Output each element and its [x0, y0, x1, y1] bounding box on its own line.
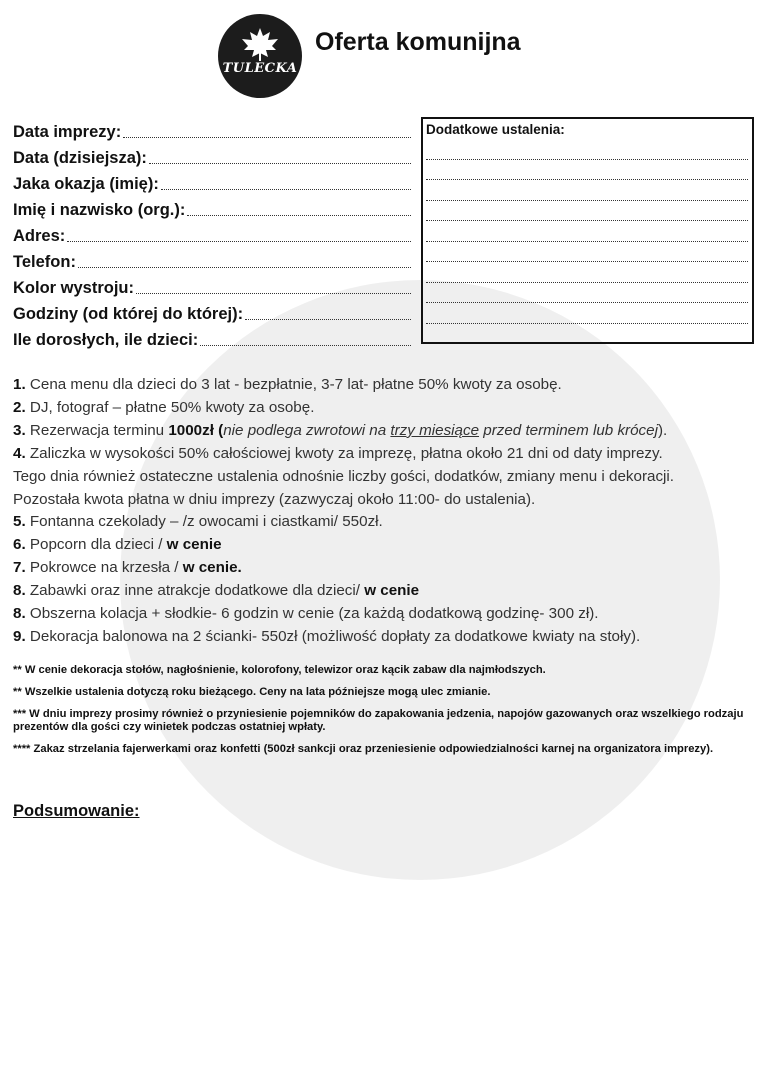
- logo-wordmark: TULECKA: [222, 61, 298, 76]
- list-item: [13, 374, 758, 397]
- item-number: 6.: [13, 536, 26, 554]
- field-label: Data imprezy:: [13, 123, 122, 141]
- summary-heading: Podsumowanie:: [13, 802, 140, 820]
- item-text: ).: [657, 421, 668, 439]
- fill-line[interactable]: [426, 221, 748, 242]
- item-note-underlined: trzy miesiące: [390, 421, 480, 439]
- fill-line[interactable]: [200, 345, 411, 346]
- item-number: 7.: [13, 559, 26, 577]
- item-price: w cenie: [364, 582, 420, 600]
- list-item: [13, 580, 758, 603]
- form-row-today-date: [13, 142, 411, 168]
- field-label: Data (dzisiejsza):: [13, 149, 147, 167]
- list-item: [13, 534, 758, 557]
- list-item: [13, 557, 758, 580]
- fill-line[interactable]: [161, 189, 411, 190]
- page-title: Oferta komunijna: [315, 28, 521, 56]
- form-row-guests: [13, 324, 411, 350]
- fill-line[interactable]: [136, 293, 411, 294]
- fill-line[interactable]: [245, 319, 411, 320]
- fill-line[interactable]: [426, 303, 748, 324]
- item-price: w cenie.: [182, 559, 242, 577]
- conditions-list: [13, 374, 758, 649]
- field-label: Imię i nazwisko (org.):: [13, 201, 186, 219]
- footnote: **** Zakaz strzelania fajerwerkami oraz konfetti (500zł sankcji oraz przeniesienie odpowiedzialności karnej na organizatora imprezy).: [13, 743, 714, 755]
- item-number: 2.: [13, 398, 26, 416]
- item-text: Fontanna czekolady – /z owocami i ciastkami/ 550zł.: [29, 513, 383, 531]
- item-text: Rezerwacja terminu: [29, 421, 169, 439]
- footnotes: [13, 664, 748, 765]
- item-number: 8.: [13, 605, 26, 623]
- field-label: Kolor wystroju:: [13, 279, 135, 297]
- item-number: 9.: [13, 627, 26, 645]
- form-row-address: [13, 220, 411, 246]
- list-item: [13, 397, 758, 420]
- fill-line[interactable]: [426, 180, 748, 201]
- item-number: 3.: [13, 421, 26, 439]
- form-row-color: [13, 272, 411, 298]
- list-item: [13, 511, 758, 534]
- form-row-occasion: [13, 168, 411, 194]
- item-number: 4.: [13, 444, 26, 462]
- fill-line[interactable]: [78, 267, 411, 268]
- list-item: [13, 626, 758, 649]
- field-label: Telefon:: [13, 253, 76, 271]
- field-label: Jaka okazja (imię):: [13, 175, 159, 193]
- footnote: ** Wszelkie ustalenia dotyczą roku bieżącego. Ceny na lata późniejsze mogą ulec zmianie.: [13, 686, 491, 698]
- field-label: Ile dorosłych, ile dzieci:: [13, 331, 199, 349]
- item-price: 1000zł (: [168, 421, 224, 439]
- fill-line[interactable]: [426, 139, 748, 160]
- item-text: Pokrowce na krzesła /: [29, 559, 183, 577]
- item-number: 8.: [13, 582, 26, 600]
- item-text: Popcorn dla dzieci /: [29, 536, 167, 554]
- list-item: [13, 420, 758, 443]
- form-row-organizer: [13, 194, 411, 220]
- item-text: Cena menu dla dzieci do 3 lat - bezpłatnie, 3-7 lat- płatne 50% kwoty za osobę.: [29, 376, 562, 393]
- item-number: 5.: [13, 513, 26, 531]
- footnote: ** W cenie dekoracja stołów, nagłośnienie, kolorofony, telewizor oraz kącik zabaw dla najmłodszych.: [13, 664, 546, 676]
- fill-line[interactable]: [426, 201, 748, 222]
- list-item-continuation: [13, 489, 758, 512]
- item-text: Tego dnia również ostateczne ustalenia odnośnie liczby gości, dodatków, zmiany menu i dekoracji.: [13, 467, 675, 485]
- fill-line[interactable]: [123, 137, 411, 138]
- list-item: [13, 443, 758, 466]
- fill-line[interactable]: [426, 160, 748, 181]
- footnote: *** W dniu imprezy prosimy również o przyniesienie pojemników do zapakowania jedzenia, napojów gazowanych oraz wszelkiego rodzaju prezentów dla gości czy winietek podczas ostatniej wpłaty.: [13, 708, 744, 733]
- item-text: DJ, fotograf – płatne 50% kwoty za osobę.: [29, 398, 315, 416]
- fill-line[interactable]: [426, 283, 748, 304]
- form-row-hours: [13, 298, 411, 324]
- brand-logo: [218, 14, 302, 98]
- fill-line[interactable]: [187, 215, 411, 216]
- item-note: przed terminem lub krócej: [479, 421, 658, 439]
- item-note: nie podlega zwrotowi na: [223, 421, 391, 439]
- field-label: Godziny (od której do której):: [13, 305, 244, 323]
- item-text: Obszerna kolacja + słodkie- 6 godzin w cenie (za każdą dodatkową godzinę- 300 zł).: [29, 605, 599, 623]
- additional-arrangements-box: [421, 117, 754, 344]
- box-title: Dodatkowe ustalenia:: [426, 122, 565, 137]
- fill-line[interactable]: [426, 242, 748, 263]
- maple-leaf-icon: [238, 26, 282, 62]
- list-item-continuation: [13, 466, 758, 489]
- item-price: w cenie: [166, 536, 222, 554]
- form-row-event-date: [13, 116, 411, 142]
- item-text: Zaliczka w wysokości 50% całościowej kwoty za imprezę, płatna około 21 dni od daty imprezy.: [29, 444, 663, 462]
- fill-line[interactable]: [67, 241, 411, 242]
- item-text: Dekoracja balonowa na 2 ścianki- 550zł (możliwość dopłaty za dodatkowe kwiaty na stoły).: [29, 627, 641, 645]
- form-row-phone: [13, 246, 411, 272]
- item-number: 1.: [13, 376, 26, 393]
- field-label: Adres:: [13, 227, 66, 245]
- item-text: Zabawki oraz inne atrakcje dodatkowe dla dzieci/: [29, 582, 365, 600]
- fill-line[interactable]: [426, 262, 748, 283]
- list-item: [13, 603, 758, 626]
- fill-line[interactable]: [149, 163, 411, 164]
- event-form: [13, 116, 411, 350]
- item-text: Pozostała kwota płatna w dniu imprezy (zazwyczaj około 11:00- do ustalenia).: [13, 490, 536, 508]
